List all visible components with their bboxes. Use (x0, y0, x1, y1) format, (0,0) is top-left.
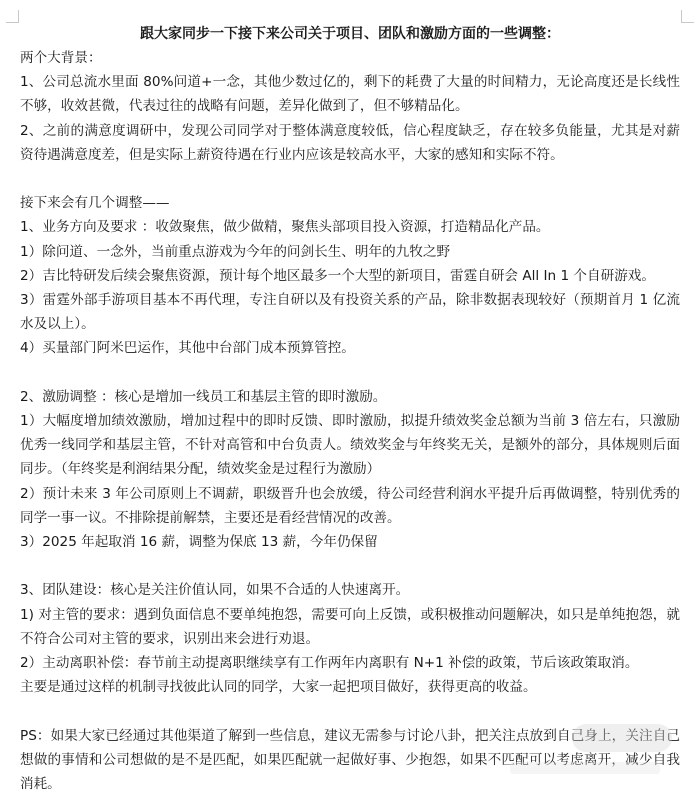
section-2-item-2: 2）预计未来 3 年公司原则上不调薪，职级晋升也会放缓，待公司经营利润水平提升后再做调整，特别优秀的同学一事一议。不排除提前解禁，主要还是看经营情况的改善。 (20, 485, 680, 526)
section-2-title: 2、激励调整 ：核心是增加一线员工和基层主管的即时激励。 (20, 388, 387, 405)
watermark-logo (572, 724, 672, 752)
section-2-item-3: 3）2025 年起取消 16 薪，调整为保底 13 薪，今年仍保留 (20, 534, 378, 551)
background-heading: 两个大背景： (20, 50, 102, 66)
watermark-text (510, 762, 660, 774)
section-3-item-2: 2）主动离职补偿：春节前主动提离职继续享有工作两年内离职有 N+1 补偿的政策，节后该政策取消。 (20, 655, 639, 672)
section-1-item-1: 1）除问道、一念外，当前重点游戏为今年的问剑长生、明年的九牧之野 (20, 243, 451, 260)
section-1-item-3: 3）雷霆外部手游项目基本不再代理，专注自研以及有投资关系的产品，除非数据表现较好（预期首月 1 亿流水及以上）。 (20, 292, 680, 333)
section-3-item-3: 主要是通过这样的机制寻找彼此认同的同学，大家一起把项目做好，获得更高的收益。 (20, 679, 537, 696)
adjustments-heading: 接下来会有几个调整—— (20, 195, 170, 212)
spacer (20, 554, 680, 578)
background-paragraph-2: 2、之前的满意度调研中，发现公司同学对于整体满意度较低，信心程度缺乏，存在较多负能量，尤其是对薪资待遇满意度差，但是实际上薪资待遇在行业内应该是较高水平，大家的感知和实际不符。 (20, 122, 680, 163)
section-1-item-2: 2）吉比特研发后续会聚焦资源，预计每个地区最多一个大型的新项目，雷霆自研会 All In 1 个自研游戏。 (20, 267, 655, 284)
document-body (20, 22, 680, 796)
page-corner-mark-left (6, 10, 19, 23)
section-1-title: 1、业务方向及要求 ：收敛聚焦，做少做精，聚焦头部项目投入资源，打造精品化产品。 (20, 219, 550, 236)
page-corner-mark-right (681, 10, 694, 23)
background-paragraph-1: 1、公司总流水里面 80%问道+一念，其他少数过亿的，剩下的耗费了大量的时间精力，无论高度还是长线性不够，收效甚微，代表过往的战略有问题，差异化做到了，但不够精品化。 (20, 74, 680, 115)
section-3-title: 3、团队建设：核心是关注价值认同，如果不合适的人快速离开。 (20, 582, 410, 599)
spacer (20, 699, 680, 723)
section-3-item-1: 1) 对主管的要求：遇到负面信息不要单纯抱怨，需要可向上反馈，或积极推动问题解决，如只是单纯抱怨，就不符合公司对主管的要求，识别出来会进行劝退。 (20, 606, 680, 647)
ps-paragraph: PS：如果大家已经通过其他渠道了解到一些信息，建议无需参与讨论八卦，把关注点放到自己身上，关注自己想做的事情和公司想做的是不是匹配，如果匹配就一起做好事、少抱怨，如果不匹配可以考虑离开，减少自我消耗。 (20, 727, 680, 793)
section-1-item-4: 4）买量部门阿米巴运作，其他中台部门成本预算管控。 (20, 340, 355, 357)
spacer (20, 167, 680, 191)
section-2-item-1: 1）大幅度增加绩效激励，增加过程中的即时反馈、即时激励，拟提升绩效奖金总额为当前 3 倍左右，只激励优秀一线同学和基层主管，不针对高管和中台负责人。绩效奖金与年终奖无关，是额外的部分，具体规则后面同步。（年终奖是利润结果分配，绩效奖金是过程行为激励） (20, 413, 680, 478)
document-title: 跟大家同步一下接下来公司关于项目、团队和激励方面的一些调整： (140, 26, 560, 42)
spacer (20, 361, 680, 385)
